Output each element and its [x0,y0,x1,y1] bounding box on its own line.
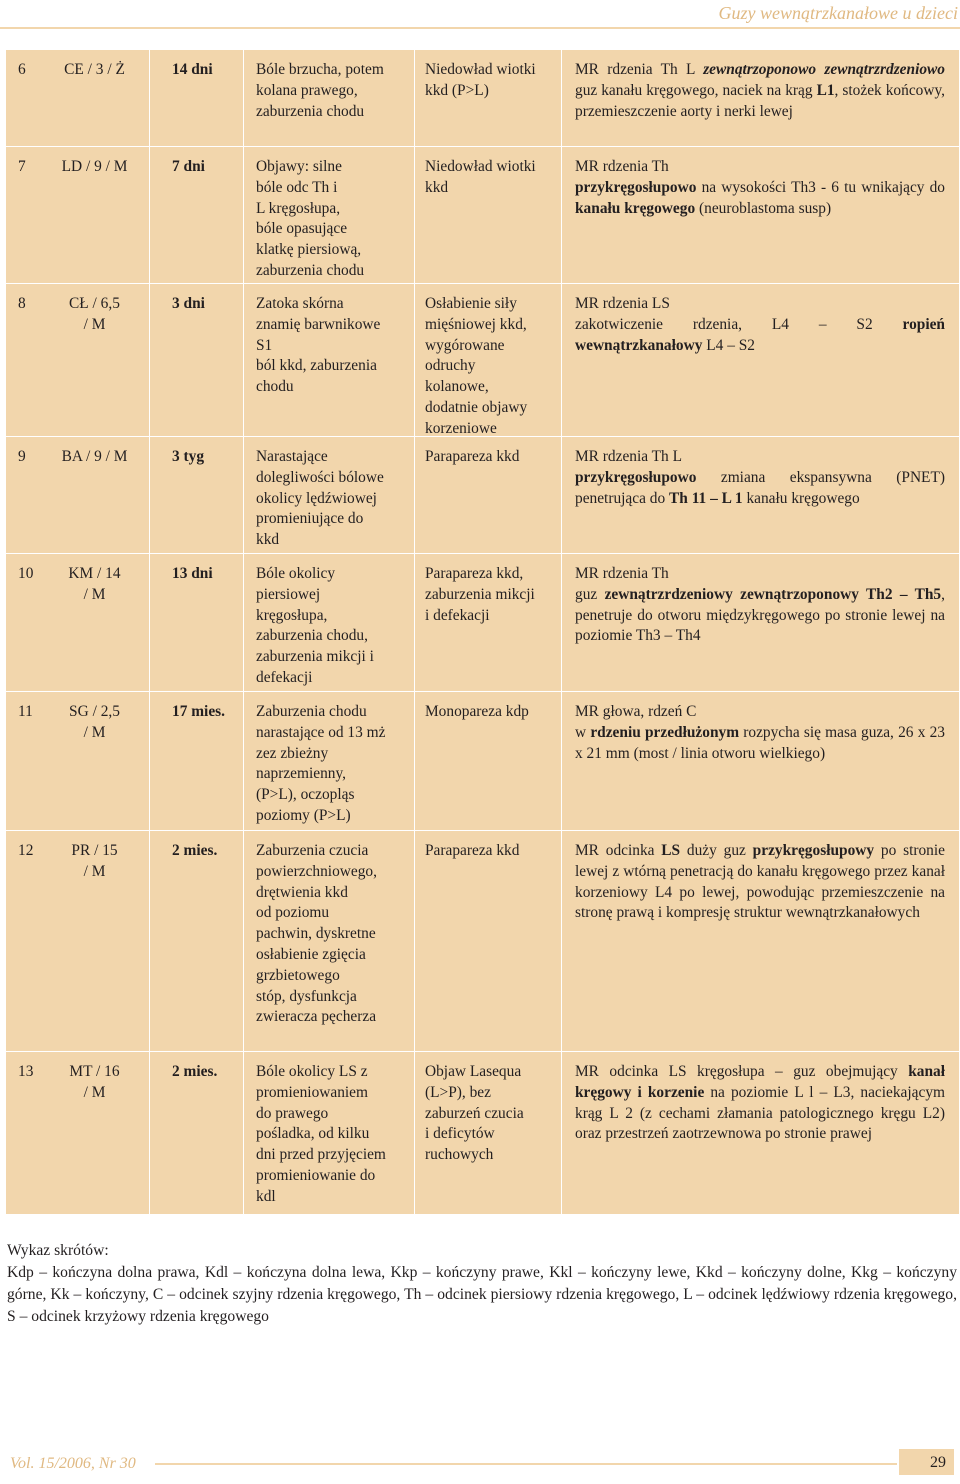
legend-text: Kdp – kończyna dolna prawa, Kdl – kończyna dolna lewa, Kkp – kończyny prawe, Kkl – kończyny lewe, Kkd – kończyny dolne, Kkg – kończyny górne, Kk – kończyny, C – odcinek szyjny rdzenia kręgowego, Th – odcinek piersiowy rdzenia kręgowego, L – odcinek lędźwiowy rdzenia kręgowego, S – odcinek krzyżowy rdzenia kręgowego [7,1264,957,1325]
table-row [6,553,959,691]
patient-code: BA / 9 / M [61,448,128,465]
patient-code: KM / 14 / M [68,565,121,603]
symptoms-cell: Bóle okolicy LS z promieniowaniem do prawego pośladka, od kilku dni przed przyjęciem promieniowanie do kdl [256,1063,386,1205]
page-footer [0,1454,960,1476]
case-id-cell [6,1052,149,1214]
case-id-cell [6,284,149,436]
mri-findings-cell: MR odcinka LS duży guz przykręgosłupowy po stronie lewej z wtórną penetracją do kanału kręgowego przez kanał korzeniowy L4 po lewej, powodując przemieszczenie na stronę prawą i kompresję struktur wewnątrzkanałowych [575,842,945,922]
neuro-findings-cell: Objaw Lasequa (L>P), bez zaburzeń czucia i deficytów ruchowych [425,1063,524,1164]
neuro-findings-cell: Monopareza kdp [425,703,529,720]
legend-heading: Wykaz skrótów: [7,1242,109,1259]
duration-cell: 2 mies. [172,1063,218,1080]
case-number: 13 [18,1063,34,1080]
page-number: 29 [899,1449,954,1475]
neuro-findings-cell: Niedowład wiotki kkd [425,158,536,196]
neuro-findings-cell: Parapareza kkd [425,448,520,465]
footer-rule [155,1463,897,1465]
running-title: Guzy wewnątrzkanałowe u dzieci [718,3,958,23]
case-id-cell [6,437,149,553]
table-row [6,50,959,146]
case-number: 10 [18,565,34,582]
header-rule [0,27,960,29]
volume-label: Vol. 15/2006, Nr 30 [10,1455,136,1472]
duration-cell: 13 dni [172,565,213,582]
patient-code: LD / 9 / M [61,158,128,175]
symptoms-cell: Narastające dolegliwości bólowe okolicy lędźwiowej promieniujące do kkd [256,448,384,549]
table-row [6,436,959,553]
case-id-cell [6,554,149,691]
symptoms-cell: Bóle brzucha, potem kolana prawego, zaburzenia chodu [256,61,384,120]
symptoms-cell: Objawy: silne bóle odc Th i L kręgosłupa, bóle opasujące klatkę piersiową, zaburzenia chodu [256,158,365,279]
patient-code: PR / 15 / M [71,842,118,880]
duration-cell: 3 dni [172,295,205,312]
duration-cell: 14 dni [172,61,213,78]
case-number: 9 [18,448,26,465]
mri-findings-cell: MR odcinka LS kręgosłupa – guz obejmujący kanał kręgowy i korzenie na poziomie L l – L3, naciekającym krąg L 2 (z cechami złamania patologicznego kręgu L2) oraz przestrzeń zaotrzewnowa po stronie prawej [575,1063,945,1143]
symptoms-cell: Zaburzenia czucia powierzchniowego, drętwienia kkd od poziomu pachwin, dyskretne osłabienie zgięcia grzbietowego stóp, dysfunkcja zwieracza pęcherza [256,842,377,1026]
case-id-cell [6,692,149,830]
table-row [6,830,959,1051]
mri-findings-cell: MR rdzenia Th L przykręgosłupowo zmiana ekspansywna (PNET) penetrująca do Th 11 – L 1 kanału kręgowego [575,448,945,507]
mri-findings-cell: MR rdzenia LS zakotwiczenie rdzenia, L4 – S2 ropień wewnątrzkanałowy L4 – S2 [575,295,945,354]
case-table [6,50,959,1214]
case-id-cell [6,831,149,1051]
table-row [6,146,959,283]
patient-code: CŁ / 6,5 / M [69,295,120,333]
patient-code: MT / 16 / M [69,1063,120,1101]
table-row [6,283,959,436]
patient-code: CE / 3 / Ż [64,61,125,78]
case-number: 12 [18,842,34,859]
case-id-cell [6,50,149,146]
duration-cell: 2 mies. [172,842,218,859]
symptoms-cell: Bóle okolicy piersiowej kręgosłupa, zaburzenia chodu, zaburzenia mikcji i defekacji [256,565,374,686]
case-number: 6 [18,61,26,78]
case-number: 8 [18,295,26,312]
mri-findings-cell: MR głowa, rdzeń C w rdzeniu przedłużonym rozpycha się masa guza, 26 x 23 x 21 mm (most / linia otworu wielkiego) [575,703,945,762]
duration-cell: 7 dni [172,158,205,175]
duration-cell: 3 tyg [172,448,205,465]
duration-cell: 17 mies. [172,703,226,720]
symptoms-cell: Zatoka skórna znamię barwnikowe S1 ból kkd, zaburzenia chodu [256,295,381,396]
neuro-findings-cell: Niedowład wiotki kkd (P>L) [425,61,536,99]
mri-findings-cell: MR rdzenia Th guz zewnątrzrdzeniowy zewnątrzoponowy Th2 – Th5, penetruje do otworu międzykręgowego po stronie lewej na poziomie Th3 – Th4 [575,565,945,645]
patient-code: SG / 2,5 / M [69,703,120,741]
mri-findings-cell: MR rdzenia Th L zewnątrzoponowo zewnątrzrdzeniowo guz kanału kręgowego, naciek na krąg L1, stożek końcowy, przemieszczenie aorty i nerki lewej [575,61,946,120]
mri-findings-cell: MR rdzenia Th przykręgosłupowo na wysokości Th3 - 6 tu wnikający do kanału kręgowego (neuroblastoma susp) [575,158,945,217]
symptoms-cell: Zaburzenia chodu narastające od 13 mż zez zbieżny naprzemienny, (P>L), oczopląs poziomy (P>L) [256,703,386,824]
case-number: 7 [18,158,26,175]
case-number: 11 [18,703,33,720]
case-id-cell [6,147,149,283]
neuro-findings-cell: Parapareza kkd, zaburzenia mikcji i defekacji [425,565,535,624]
table-row [6,1051,959,1214]
neuro-findings-cell: Parapareza kkd [425,842,520,859]
neuro-findings-cell: Osłabienie siły mięśniowej kkd, wygórowane odruchy kolanowe, dodatnie objawy korzeniowe [425,295,528,437]
table-row [6,691,959,830]
abbreviation-legend [7,1240,957,1328]
